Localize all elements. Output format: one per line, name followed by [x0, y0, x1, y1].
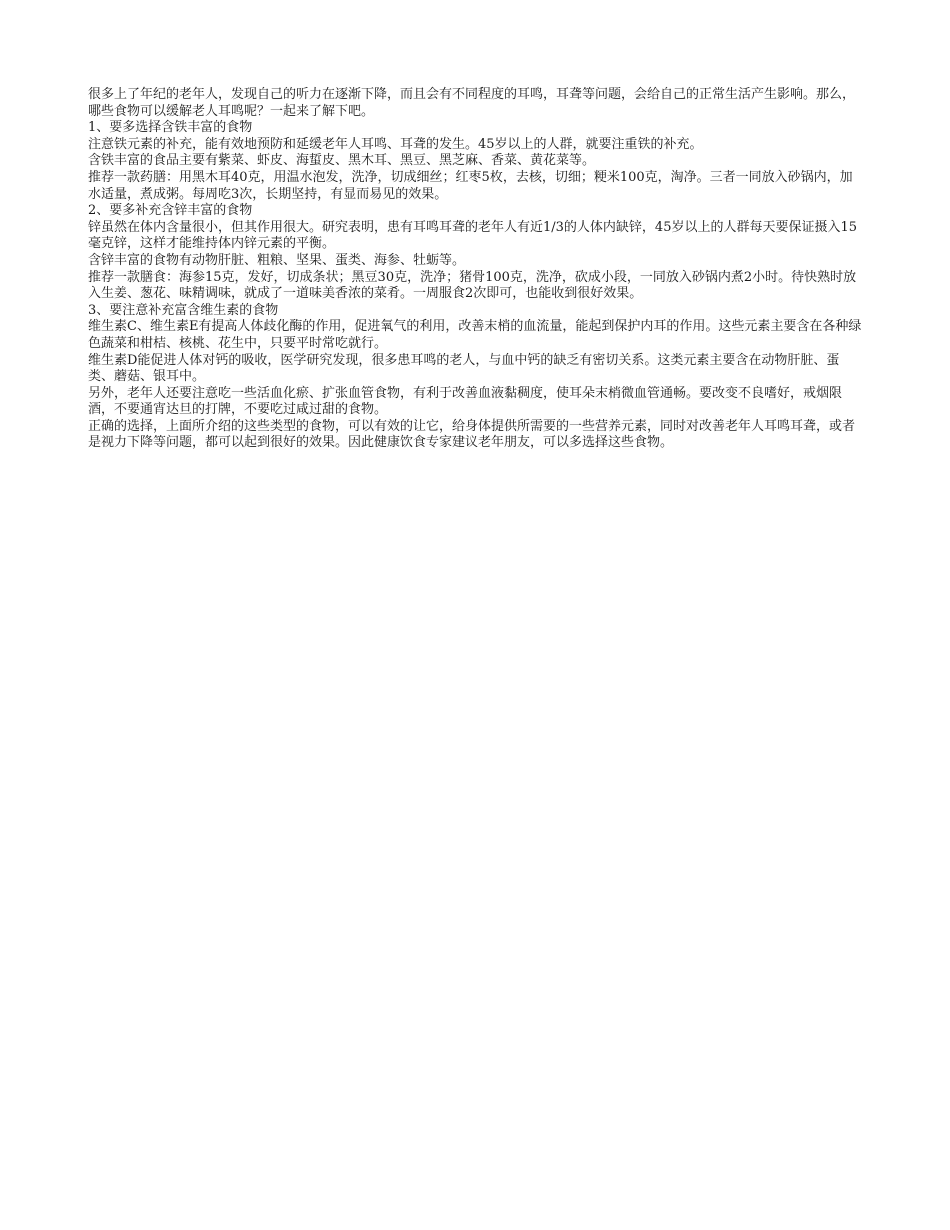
paragraph-iron-benefit: 注意铁元素的补充，能有效地预防和延缓老年人耳鸣、耳聋的发生。45岁以上的人群，就要注重铁的补充。 [88, 136, 703, 152]
paragraph-zinc-recipe: 推荐一款膳食：海参15克，发好，切成条状；黑豆30克，洗净；猪骨100克，洗净，砍成小段，一同放入砂锅内煮2小时。待快熟时放入生姜、葱花、味精调味，就成了一道味美香浓的菜肴。一周服食2次即可，也能收到很好效果。 [88, 269, 857, 302]
section-heading-iron: 1、要多选择含铁丰富的食物 [88, 120, 253, 136]
paragraph-conclusion: 正确的选择，上面所介绍的这些类型的食物，可以有效的让它，给身体提供所需要的一些营养元素，同时对改善老年人耳鸣耳聋，或者是视力下降等问题，都可以起到很好的效果。因此健康饮食专家建议老年朋友，可以多选择这些食物。 [88, 418, 856, 451]
paragraph-iron-foods: 含铁丰富的食品主要有紫菜、虾皮、海蜇皮、黑木耳、黑豆、黑芝麻、香菜、黄花菜等。 [88, 153, 596, 169]
section-heading-zinc: 2、要多补充含锌丰富的食物 [88, 203, 253, 219]
paragraph-zinc-benefit: 锌虽然在体内含量很小，但其作用很大。研究表明，患有耳鸣耳聋的老年人有近1/3的人体内缺锌，45岁以上的人群每天要保证摄入15毫克锌，这样才能维持体内锌元素的平衡。 [88, 219, 858, 252]
paragraph-vitamin-ce: 维生素C、维生素E有提高人体歧化酶的作用，促进氧气的利用，改善末梢的血流量，能起到保护内耳的作用。这些元素主要含在各种绿色蔬菜和柑桔、核桃、花生中，只要平时常吃就行。 [88, 319, 862, 351]
paragraph-vitamin-d: 维生素D能促进人体对钙的吸收，医学研究发现，很多患耳鸣的老人，与血中钙的缺乏有密切关系。这类元素主要含在动物肝脏、蛋类、蘑菇、银耳中。 [88, 352, 840, 385]
document-body [88, 87, 863, 452]
paragraph-other-advice: 另外，老年人还要注意吃一些活血化瘀、扩张血管食物，有利于改善血液黏稠度，使耳朵末梢微血管通畅。要改变不良嗜好，戒烟限酒，不要通宵达旦的打牌，不要吃过咸过甜的食物。 [88, 385, 843, 418]
section-heading-vitamin: 3、要注意补充富含维生素的食物 [88, 302, 279, 318]
intro-paragraph: 很多上了年纪的老年人，发现自己的听力在逐渐下降，而且会有不同程度的耳鸣，耳聋等问题，会给自己的正常生活产生影响。那么，哪些食物可以缓解老人耳鸣呢？一起来了解下吧。 [88, 87, 856, 119]
paragraph-iron-recipe: 推荐一款药膳：用黑木耳40克，用温水泡发，洗净，切成细丝；红枣5枚，去核，切细；粳米100克，淘净。三者一同放入砂锅内，加水适量，煮成粥。每周吃3次，长期坚持，有显而易见的效果。 [88, 169, 853, 202]
paragraph-zinc-foods: 含锌丰富的食物有动物肝脏、粗粮、坚果、蛋类、海参、牡蛎等。 [88, 252, 466, 268]
